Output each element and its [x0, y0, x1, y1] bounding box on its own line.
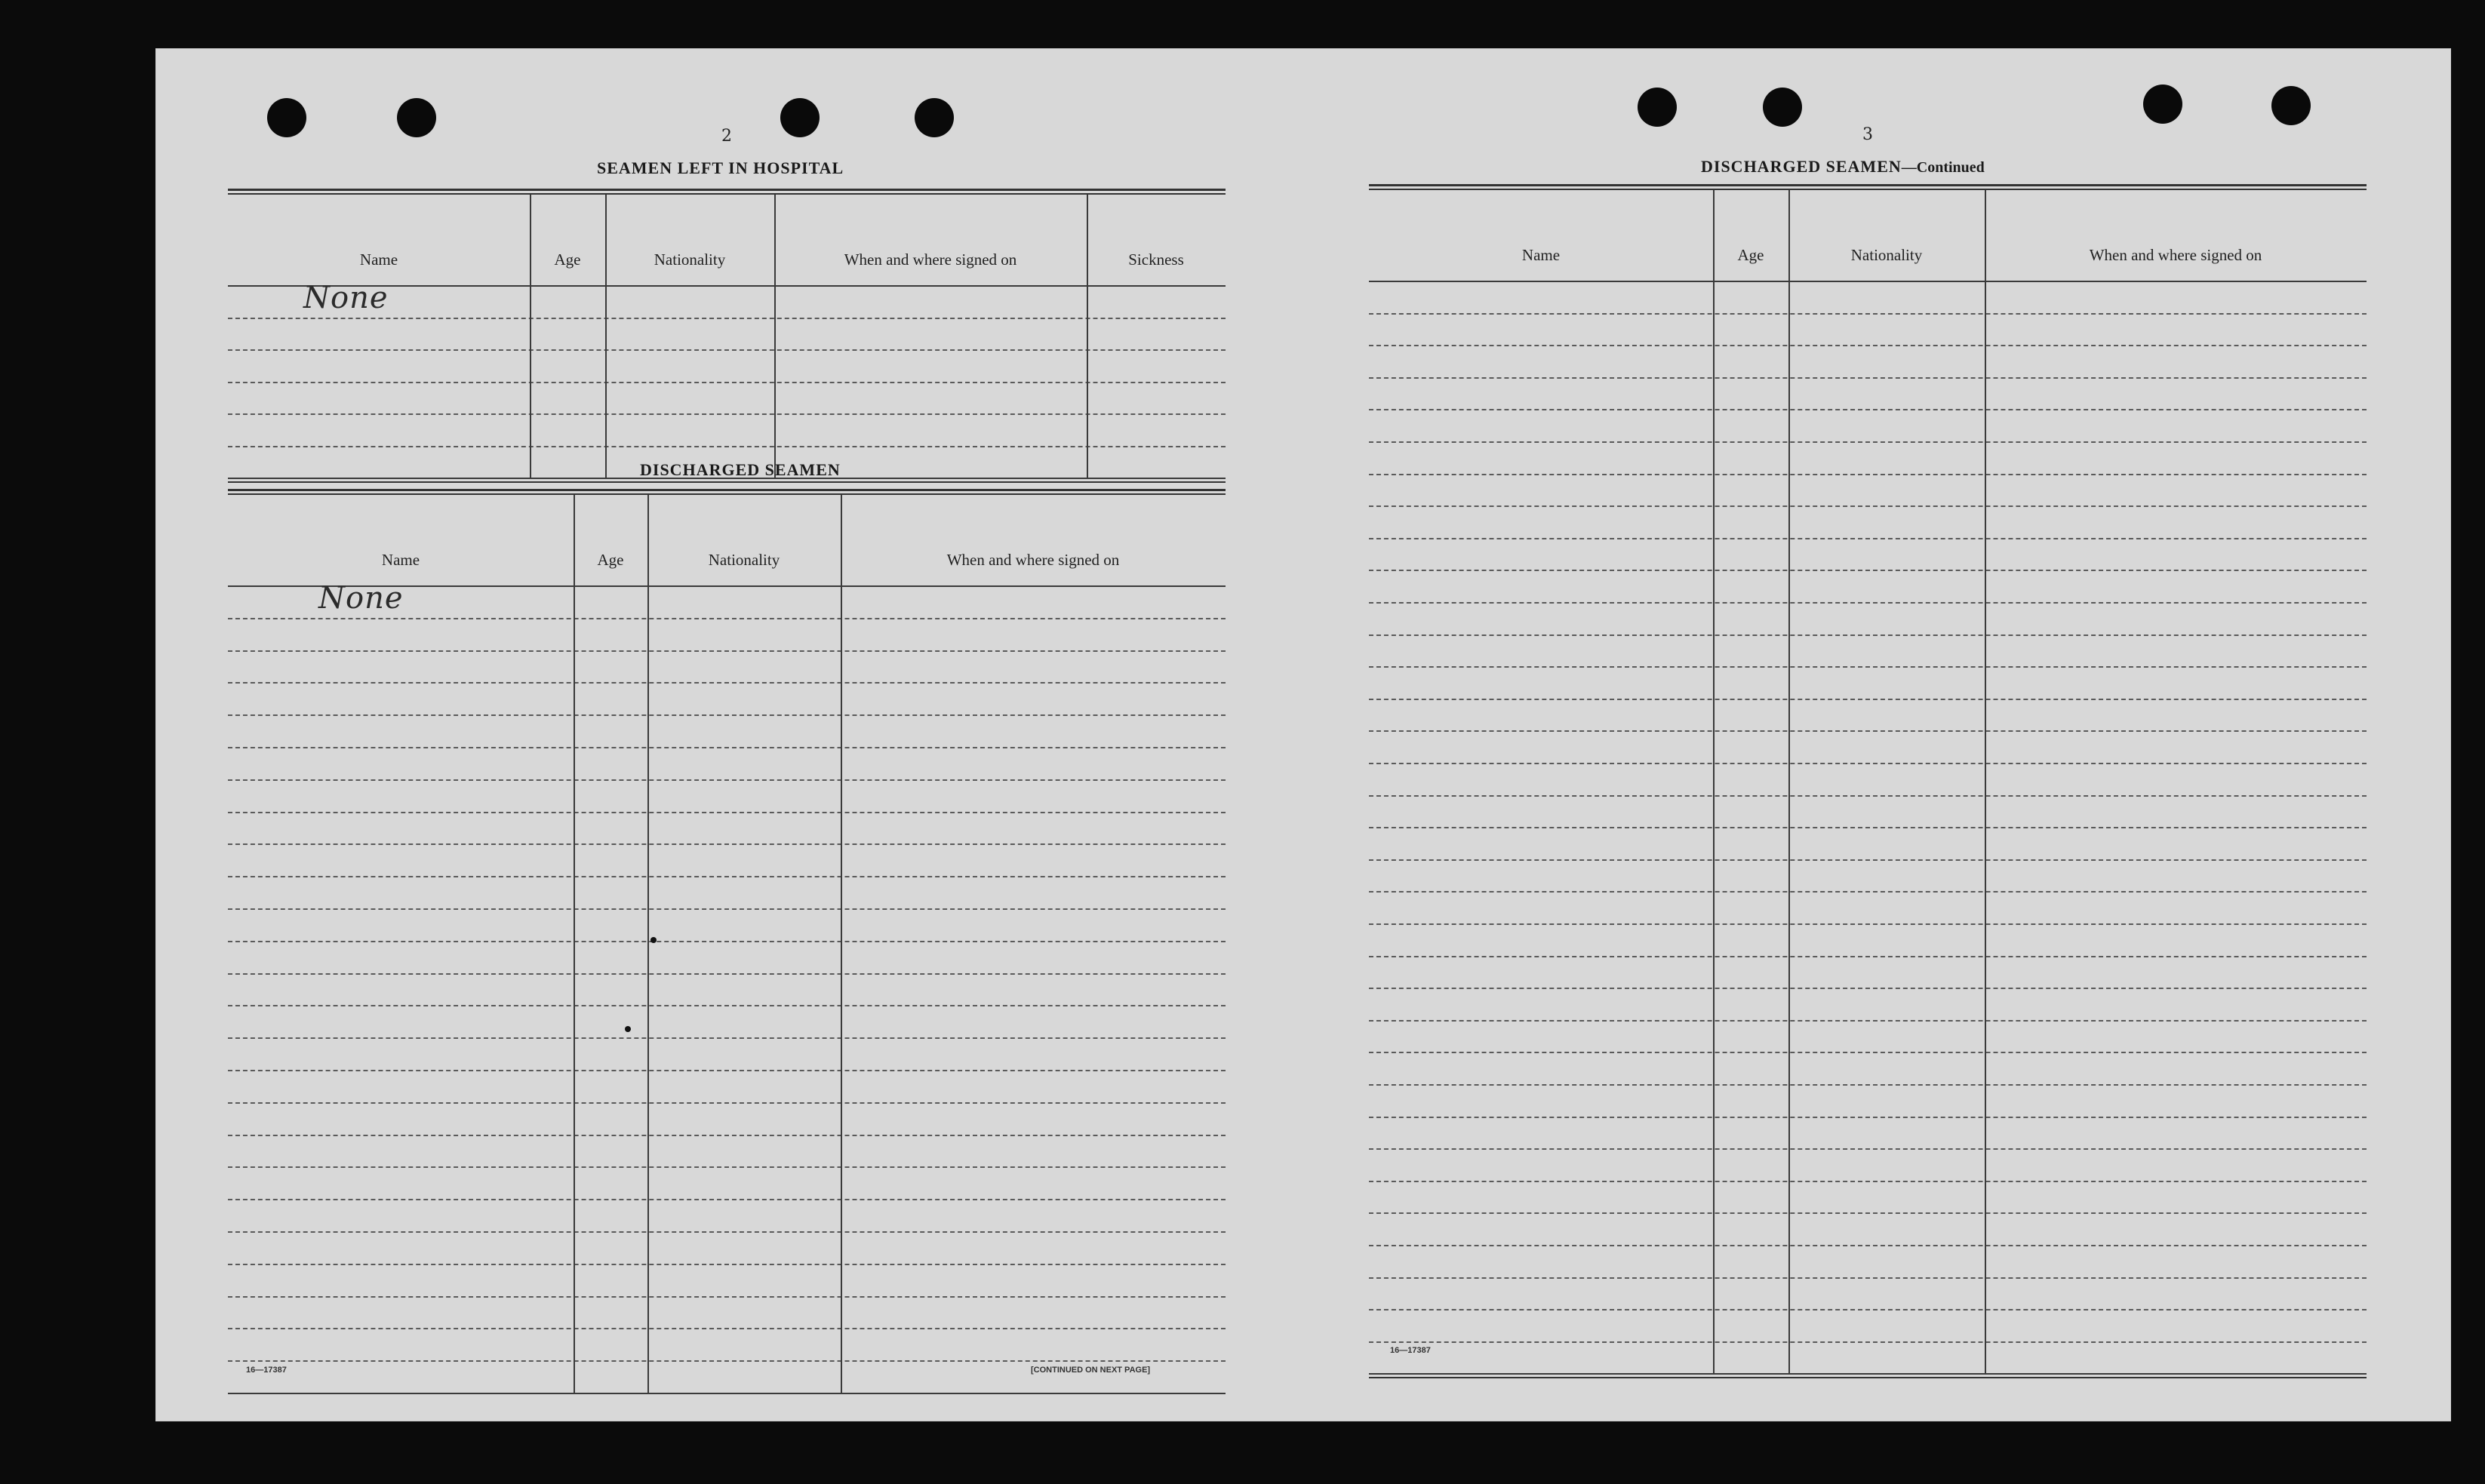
discharged-section-title: DISCHARGED SEAMEN	[640, 460, 841, 479]
table-row-rule	[228, 1166, 1226, 1168]
table-row-rule	[228, 1328, 1226, 1329]
table-top-rule	[228, 193, 1226, 195]
table-row-rule	[228, 650, 1226, 652]
punch-hole	[1638, 88, 1677, 127]
table-row-rule	[1369, 634, 2367, 636]
header-rule	[1369, 281, 2367, 282]
column-divider	[574, 495, 575, 1393]
column-header: When and where signed on	[844, 250, 1017, 269]
table-row-rule	[1369, 345, 2367, 346]
table-row-rule	[228, 1199, 1226, 1200]
right-section-title	[1701, 157, 1985, 177]
table-row-rule	[1369, 1117, 2367, 1118]
table-row-rule	[1369, 538, 2367, 539]
handwritten-entry: None	[303, 281, 389, 315]
table-row-rule	[1369, 923, 2367, 925]
table-row-rule	[1369, 666, 2367, 668]
table-row-rule	[1369, 409, 2367, 410]
table-row-rule	[1369, 1277, 2367, 1279]
table-top-rule	[228, 189, 1226, 191]
table-bottom-rule	[1369, 1377, 2367, 1378]
discharged-continued-table	[1369, 184, 2380, 1391]
right-section-title-suffix: —Continued	[1901, 159, 1985, 176]
table-row-rule	[228, 446, 1226, 447]
table-row-rule	[228, 1135, 1226, 1136]
column-header: When and where signed on	[2089, 246, 2262, 264]
table-row-rule	[228, 812, 1226, 813]
table-bottom-rule	[228, 481, 1226, 483]
table-row-rule	[1369, 956, 2367, 957]
table-row-rule	[1369, 1084, 2367, 1086]
table-row-rule	[228, 876, 1226, 877]
table-row-rule	[228, 1264, 1226, 1265]
table-row-rule	[1369, 988, 2367, 989]
continued-note: [CONTINUED ON NEXT PAGE]	[1031, 1366, 1151, 1375]
table-row-rule	[228, 1037, 1226, 1039]
table-row-rule	[228, 973, 1226, 975]
table-row-rule	[1369, 474, 2367, 475]
table-row-rule	[228, 618, 1226, 619]
table-row-rule	[228, 908, 1226, 910]
left-page-number: 2	[721, 127, 732, 146]
punch-hole	[780, 98, 820, 137]
right-page-number: 3	[1862, 125, 1873, 144]
table-top-rule	[1369, 189, 2367, 190]
table-row-rule	[228, 413, 1226, 415]
table-row-rule	[1369, 699, 2367, 700]
column-header: Age	[1737, 246, 1764, 264]
table-row-rule	[228, 1070, 1226, 1071]
table-row-rule	[228, 941, 1226, 942]
table-row-rule	[1369, 1212, 2367, 1214]
table-row-rule	[228, 318, 1226, 319]
column-divider	[647, 495, 649, 1393]
column-header: Name	[381, 551, 420, 569]
table-row-rule	[1369, 313, 2367, 315]
punch-hole	[2271, 86, 2311, 125]
table-top-rule	[228, 489, 1226, 491]
ink-speck	[625, 1026, 631, 1032]
handwritten-entry: None	[318, 581, 404, 616]
column-header: Name	[359, 250, 398, 269]
table-row-rule	[228, 1296, 1226, 1298]
table-row-rule	[228, 349, 1226, 351]
punch-hole	[397, 98, 436, 137]
column-header: Nationality	[1850, 246, 1923, 264]
column-divider	[774, 195, 776, 478]
table-row-rule	[1369, 859, 2367, 861]
table-top-rule	[228, 493, 1226, 495]
table-row-rule	[228, 1005, 1226, 1006]
table-row-rule	[1369, 1148, 2367, 1150]
table-row-rule	[228, 1360, 1226, 1362]
table-row-rule	[228, 1102, 1226, 1104]
table-row-rule	[228, 747, 1226, 748]
table-row-rule	[1369, 441, 2367, 443]
table-row-rule	[1369, 1020, 2367, 1022]
punch-hole	[1763, 88, 1802, 127]
column-divider	[841, 495, 842, 1393]
table-row-rule	[1369, 827, 2367, 828]
column-divider	[605, 195, 607, 478]
table-row-rule	[228, 714, 1226, 716]
table-row-rule	[228, 779, 1226, 781]
table-row-rule	[1369, 795, 2367, 797]
ink-speck	[650, 937, 657, 943]
table-row-rule	[1369, 602, 2367, 604]
column-header: Age	[597, 551, 624, 569]
column-header: Name	[1521, 246, 1561, 264]
table-row-rule	[1369, 730, 2367, 732]
hospital-table	[228, 189, 1226, 487]
table-row-rule	[1369, 570, 2367, 571]
column-divider	[1788, 190, 1790, 1373]
table-row-rule	[1369, 1181, 2367, 1182]
column-header: Age	[554, 250, 581, 269]
left-form-number: 16—17387	[246, 1366, 287, 1375]
table-row-rule	[1369, 505, 2367, 507]
column-header: When and where signed on	[946, 551, 1120, 569]
column-divider	[1087, 195, 1088, 478]
table-row-rule	[228, 382, 1226, 383]
table-row-rule	[228, 1231, 1226, 1233]
table-row-rule	[1369, 1373, 2367, 1375]
right-form-number: 16—17387	[1390, 1346, 1431, 1355]
punch-hole	[267, 98, 306, 137]
column-header: Nationality	[654, 250, 726, 269]
table-row-rule	[1369, 377, 2367, 379]
table-top-rule	[1369, 184, 2367, 186]
hospital-section-title: SEAMEN LEFT IN HOSPITAL	[597, 158, 844, 177]
table-row-rule	[228, 843, 1226, 845]
table-row-rule	[1369, 891, 2367, 893]
discharged-table	[228, 489, 1226, 1406]
document-sheet	[155, 48, 2451, 1421]
table-row-rule	[1369, 1341, 2367, 1343]
column-divider	[530, 195, 531, 478]
column-header: Sickness	[1128, 250, 1184, 269]
table-row-rule	[1369, 1245, 2367, 1246]
table-row-rule	[228, 1393, 1226, 1394]
table-row-rule	[1369, 1309, 2367, 1310]
column-divider	[1985, 190, 1986, 1373]
column-divider	[1713, 190, 1715, 1373]
table-row-rule	[1369, 763, 2367, 764]
table-row-rule	[1369, 1052, 2367, 1053]
column-header: Nationality	[708, 551, 780, 569]
right-section-title-main: DISCHARGED SEAMEN	[1701, 157, 1902, 176]
table-row-rule	[228, 682, 1226, 684]
punch-hole	[915, 98, 954, 137]
punch-hole	[2143, 84, 2182, 124]
